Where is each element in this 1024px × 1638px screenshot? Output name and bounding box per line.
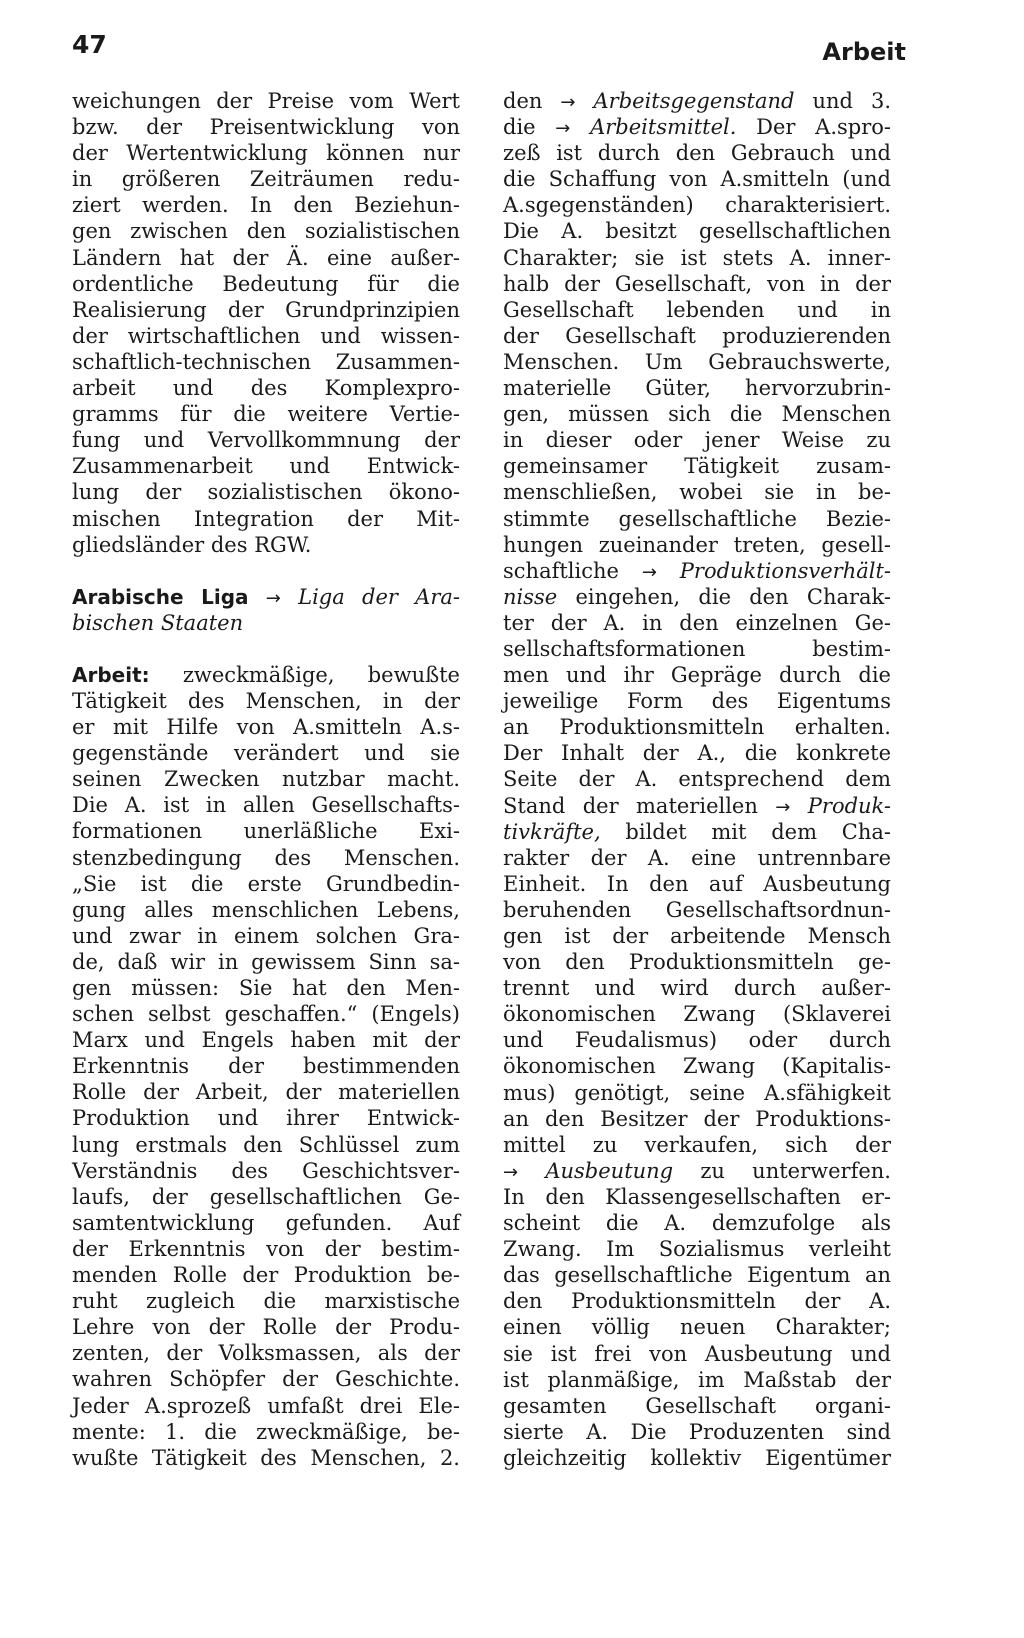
text-line: die → Arbeitsmittel. Der A.spro- bbox=[503, 115, 891, 140]
text-line: → Ausbeutung zu unterwerfen. bbox=[503, 1158, 891, 1183]
text-line: ordentliche Bedeutung für die bbox=[72, 271, 460, 296]
text-line: in größeren Zeiträumen redu- bbox=[72, 167, 460, 192]
text-line: einen völlig neuen Charakter; bbox=[503, 1315, 891, 1340]
text-line: schaftlich-technischen Zusammen- bbox=[72, 349, 460, 374]
text-line: gen zwischen den sozialistischen bbox=[72, 219, 460, 244]
text-line: Marx und Engels haben mit der bbox=[72, 1028, 460, 1053]
text-line: beruhenden Gesellschaftsordnun- bbox=[503, 897, 891, 922]
text-line: laufs, der gesellschaftlichen Ge- bbox=[72, 1184, 460, 1209]
text-line: der Erkenntnis von der bestim- bbox=[72, 1236, 460, 1261]
cross-reference-arrow-icon: → bbox=[641, 561, 657, 583]
text-line: und zwar in einem solchen Gra- bbox=[72, 923, 460, 948]
text-line: Zwang. Im Sozialismus verleiht bbox=[503, 1237, 891, 1262]
cross-reference: Liga der Ara- bbox=[298, 584, 460, 609]
text-line: gliedsländer des RGW. bbox=[72, 532, 312, 557]
text-line: zenten, der Volksmassen, als der bbox=[72, 1341, 460, 1366]
cross-reference-arrow-icon: → bbox=[775, 796, 791, 818]
text-line: wahren Schöpfer der Geschichte. bbox=[72, 1367, 460, 1392]
text-line: Gesellschaft lebenden und in bbox=[503, 297, 891, 322]
text-line: Tätigkeit des Menschen, in der bbox=[72, 688, 460, 713]
text-line: gen, müssen sich die Menschen bbox=[503, 402, 891, 427]
text-line: mischen Integration der Mit- bbox=[72, 506, 460, 531]
text-line: gen ist der arbeitende Mensch bbox=[503, 924, 891, 948]
text-line: samtentwicklung gefunden. Auf bbox=[72, 1210, 460, 1235]
cross-reference-arrow-icon: → bbox=[503, 1161, 519, 1183]
continuation-paragraph bbox=[72, 88, 460, 558]
text-line: formationen unerläßliche Exi- bbox=[72, 819, 460, 844]
text-line: an Produktionsmitteln erhalten. bbox=[503, 715, 891, 740]
cross-reference: Arbeitsmittel. bbox=[570, 115, 737, 140]
text-line: A.sgegenständen) charakterisiert. bbox=[503, 193, 891, 218]
text-line: gung alles menschlichen Lebens, bbox=[72, 897, 460, 922]
entry-arbeit bbox=[72, 662, 460, 1471]
text-line: Zusammenarbeit und Entwick- bbox=[72, 454, 460, 479]
text-line: gegenstände verändert und sie bbox=[72, 741, 460, 766]
text-line: Menschen. Um Gebrauchswerte, bbox=[503, 349, 891, 374]
text-line: halb der Gesellschaft, von in der bbox=[503, 271, 891, 296]
text-line: Seite der A. entsprechend dem bbox=[503, 767, 891, 792]
text-line: stenzbedingung des Menschen. bbox=[72, 845, 460, 870]
text-line: bzw. der Preisentwicklung von bbox=[72, 115, 460, 140]
entry-lemma: Arbeit: bbox=[72, 662, 150, 687]
text-line: scheint die A. demzufolge als bbox=[503, 1211, 891, 1236]
text-line: Charakter; sie ist stets A. inner- bbox=[503, 245, 891, 270]
text-line: wußte Tätigkeit des Menschen, 2. bbox=[72, 1445, 460, 1470]
text-line: lung erstmals den Schlüssel zum bbox=[72, 1132, 460, 1157]
text-line: an den Besitzer der Produktions- bbox=[503, 1106, 891, 1131]
text-line: den → Arbeitsgegenstand und 3. bbox=[503, 89, 892, 113]
text-line: In den Klassengesellschaften er- bbox=[503, 1184, 891, 1209]
text-line: tivkräfte, bildet mit dem Cha- bbox=[503, 819, 891, 844]
text-line: de, daß wir in gewissem Sinn sa- bbox=[72, 949, 460, 974]
text-line: in dieser oder jener Weise zu bbox=[503, 428, 891, 453]
text-line: stimmte gesellschaftliche Bezie- bbox=[503, 506, 891, 531]
text-line: Verständnis des Geschichtsver- bbox=[72, 1158, 460, 1183]
text-line: ist planmäßige, im Maßstab der bbox=[503, 1367, 891, 1392]
text-line: gen müssen: Sie hat den Men- bbox=[72, 976, 460, 1000]
left-column bbox=[72, 88, 460, 1471]
text-line: und Feudalismus) oder durch bbox=[503, 1028, 891, 1053]
text-line: mus) genötigt, seine A.sfähigkeit bbox=[503, 1080, 891, 1105]
cross-reference: Produktionsverhält- bbox=[656, 558, 891, 583]
cross-reference-arrow-icon: → bbox=[555, 118, 571, 140]
text-line: ter der A. in den einzelnen Ge- bbox=[503, 610, 891, 635]
page-number: 47 bbox=[72, 30, 107, 59]
text-line: menschließen, wobei sie in be- bbox=[503, 480, 891, 505]
text-line: der Gesellschaft produzierenden bbox=[503, 323, 891, 348]
entry-arabische-liga bbox=[72, 584, 460, 636]
text-line: ruht zugleich die marxistische bbox=[72, 1289, 460, 1314]
text-line: weichungen der Preise vom Wert bbox=[72, 89, 460, 113]
text-line: men und ihr Gepräge durch die bbox=[503, 663, 891, 688]
text-line: jeweilige Form des Eigentums bbox=[503, 689, 891, 714]
entry-lemma: Arabische Liga bbox=[72, 584, 249, 609]
text-line: trennt und wird durch außer- bbox=[503, 976, 891, 1001]
text-line: Stand der materiellen → Produk- bbox=[503, 793, 891, 818]
text-line: schen selbst geschaffen.“ (Engels) bbox=[72, 1002, 460, 1027]
text-line: Ländern hat der Ä. eine außer- bbox=[72, 245, 460, 270]
text-line: Erkenntnis der bestimmenden bbox=[72, 1054, 460, 1079]
cross-reference-arrow-icon: → bbox=[265, 587, 281, 609]
running-head: Arbeit bbox=[822, 38, 906, 66]
text-line: seinen Zwecken nutzbar macht. bbox=[72, 767, 460, 792]
text-line: sierte A. Die Produzenten sind bbox=[503, 1419, 891, 1444]
text-line: Rolle der Arbeit, der materiellen bbox=[72, 1080, 460, 1105]
text-line: Produktion und ihrer Entwick- bbox=[72, 1106, 460, 1131]
text-line: mittel zu verkaufen, sich der bbox=[503, 1132, 891, 1157]
text-line: materielle Güter, hervorzubrin- bbox=[503, 376, 891, 401]
text-line: mente: 1. die zweckmäßige, be- bbox=[72, 1419, 460, 1444]
text-line: gleichzeitig kollektiv Eigentümer bbox=[503, 1445, 891, 1470]
text-line: Die A. ist in allen Gesellschafts- bbox=[72, 793, 460, 818]
text-line: lung der sozialistischen ökono- bbox=[72, 480, 460, 505]
entry-line bbox=[72, 662, 460, 688]
text-line: gramms für die weitere Vertie- bbox=[72, 402, 460, 427]
text-line: ökonomischen Zwang (Kapitalis- bbox=[503, 1054, 891, 1079]
text-line: von den Produktionsmitteln ge- bbox=[503, 950, 891, 975]
text-line: den Produktionsmitteln der A. bbox=[503, 1289, 891, 1314]
cross-reference: Ausbeutung bbox=[518, 1158, 674, 1183]
text-line: Die A. besitzt gesellschaftlichen bbox=[503, 219, 891, 244]
text-line: Der Inhalt der A., die konkrete bbox=[503, 741, 891, 766]
text-line: „Sie ist die erste Grundbedin- bbox=[72, 871, 460, 896]
text-line: der wirtschaftlichen und wissen- bbox=[72, 323, 460, 348]
text-line: arbeit und des Komplexpro- bbox=[72, 376, 460, 401]
text-line: das gesellschaftliche Eigentum an bbox=[503, 1263, 891, 1288]
cross-reference-arrow-icon: → bbox=[560, 92, 576, 113]
text-line: fung und Vervollkommnung der bbox=[72, 428, 460, 453]
cross-reference: Produk- bbox=[790, 793, 891, 818]
text-line: Einheit. In den auf Ausbeutung bbox=[503, 871, 891, 896]
text-line: der Wertentwicklung können nur bbox=[72, 141, 460, 166]
text-line: sie ist frei von Ausbeutung und bbox=[503, 1341, 891, 1366]
right-column bbox=[503, 88, 891, 1471]
text-line: Realisierung der Grundprinzipien bbox=[72, 297, 460, 322]
text-line: zeß ist durch den Gebrauch und bbox=[503, 141, 891, 166]
text-line: nisse eingehen, die den Charak- bbox=[503, 584, 891, 609]
text-line: die Schaffung von A.smitteln (und bbox=[503, 167, 891, 192]
text-line: menden Rolle der Produktion be- bbox=[72, 1263, 460, 1288]
text-line: er mit Hilfe von A.smitteln A.s- bbox=[72, 715, 460, 740]
text-line: schaftliche → Produktionsverhält- bbox=[503, 558, 891, 583]
text-line: gesamten Gesellschaft organi- bbox=[503, 1393, 891, 1418]
text-line: ökonomischen Zwang (Sklaverei bbox=[503, 1002, 891, 1027]
text-line: gemeinsamer Tätigkeit zusam- bbox=[503, 454, 891, 479]
text-line: hungen zueinander treten, gesell- bbox=[503, 532, 891, 557]
text-line: Jeder A.sprozeß umfaßt drei Ele- bbox=[72, 1393, 460, 1418]
text-line: sellschaftsformationen bestim- bbox=[503, 636, 891, 661]
cross-reference: bischen Staaten bbox=[72, 610, 244, 635]
cross-reference: tivkräfte, bbox=[503, 819, 601, 844]
cross-reference: Arbeitsgegenstand bbox=[575, 89, 795, 113]
text-fragment: zweckmäßige, bewußte bbox=[182, 662, 460, 687]
text-line: rakter der A. eine untrennbare bbox=[503, 845, 891, 870]
entry-line bbox=[72, 584, 460, 610]
text-line: ziert werden. In den Beziehun- bbox=[72, 193, 460, 218]
cross-reference: nisse bbox=[503, 584, 558, 609]
text-line: Lehre von der Rolle der Produ- bbox=[72, 1315, 460, 1340]
